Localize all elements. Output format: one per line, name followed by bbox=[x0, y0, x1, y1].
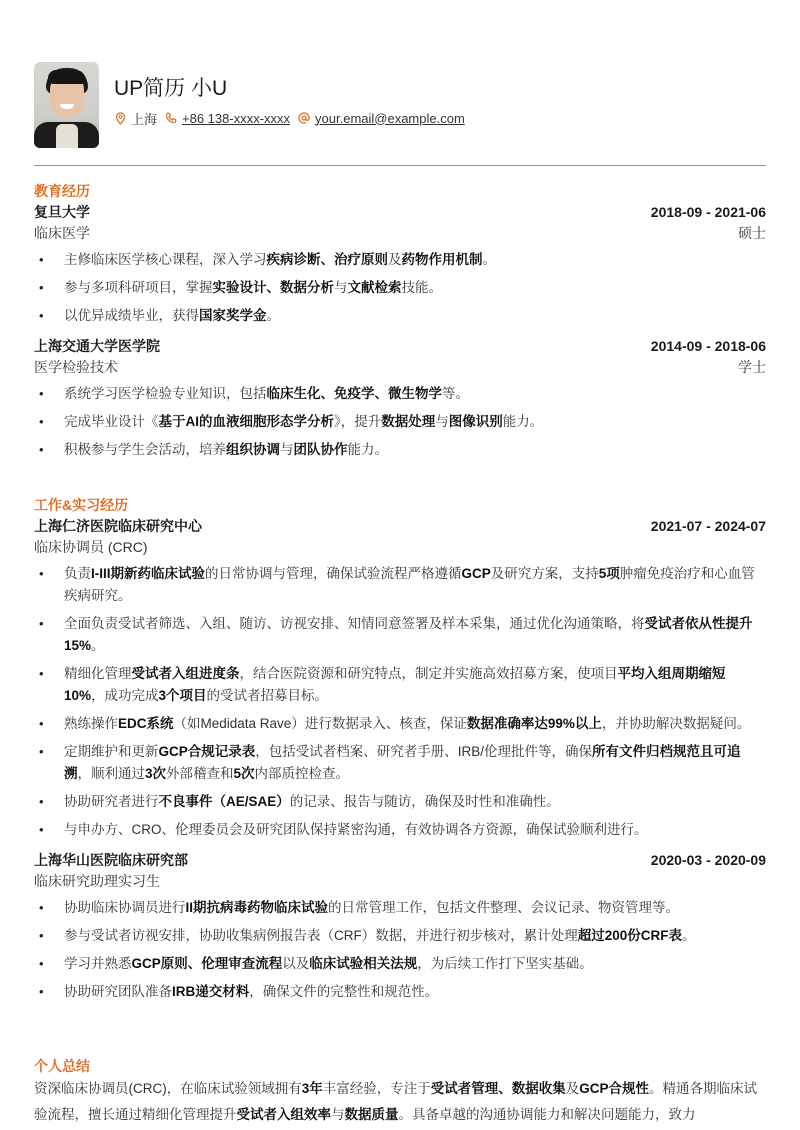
bullet-list bbox=[34, 563, 766, 841]
at-icon bbox=[298, 112, 310, 124]
location-text: 上海 bbox=[131, 111, 158, 127]
map-pin-icon bbox=[114, 112, 126, 125]
date-range: 2020-03 - 2020-09 bbox=[650, 852, 766, 868]
school-name: 复旦大学 bbox=[34, 204, 90, 220]
candidate-name: UP简历 小U bbox=[114, 76, 228, 100]
bullet-item: • 参与多项科研项目，掌握实验设计、数据分析与文献检索技能。 bbox=[34, 277, 766, 299]
bullet-item: • 精细化管理受试者入组进度条，结合医院资源和研究特点，制定并实施高效招募方案，使项目平均入组周期缩短10%，成功完成3个项目的受试者招募目标。 bbox=[34, 663, 766, 707]
bullet-list bbox=[34, 897, 766, 1003]
bullet-item: • 协助临床协调员进行II期抗病毒药物临床试验的日常管理工作，包括文件整理、会议记录、物资管理等。 bbox=[34, 897, 766, 919]
job-role: 临床研究助理实习生 bbox=[34, 873, 160, 889]
bullet-item: • 学习并熟悉GCP原则、伦理审查流程以及临床试验相关法规，为后续工作打下坚实基础。 bbox=[34, 953, 766, 975]
header-divider bbox=[34, 165, 766, 166]
date-range: 2021-07 - 2024-07 bbox=[650, 518, 766, 534]
date-range: 2014-09 - 2018-06 bbox=[650, 338, 766, 354]
job-role: 临床协调员 (CRC) bbox=[34, 539, 148, 555]
work-entry bbox=[34, 515, 766, 841]
bullet-item: • 参与受试者访视安排，协助收集病例报告表（CRF）数据，并进行初步核对，累计处理超过200份CRF表。 bbox=[34, 925, 766, 947]
summary-text: 资深临床协调员(CRC)，在临床试验领域拥有3年丰富经验，专注于受试者管理、数据收集及GCP合规性。精通各期临床试验流程，擅长通过精细化管理提升受试者入组效率与数据质量。具备卓越的沟通协调能力和解决问题能力，致力 bbox=[34, 1081, 758, 1122]
section-title-work: 工作&实习经历 bbox=[34, 497, 129, 513]
bullet-item: • 定期维护和更新GCP合规记录表，包括受试者档案、研究者手册、IRB/伦理批件等，确保所有文件归档规范且可追溯，顺利通过3次外部稽查和5次内部质控检查。 bbox=[34, 741, 766, 785]
contact-line bbox=[114, 109, 473, 128]
major: 医学检验技术 bbox=[34, 359, 118, 375]
organization-name: 上海仁济医院临床研究中心 bbox=[34, 518, 202, 534]
resume-header bbox=[34, 62, 473, 148]
bullet-item: • 主修临床医学核心课程，深入学习疾病诊断、治疗原则及药物作用机制。 bbox=[34, 249, 766, 271]
email-link[interactable]: your.email@example.com bbox=[315, 110, 465, 126]
location bbox=[114, 109, 157, 128]
header-info bbox=[114, 76, 473, 128]
education-section bbox=[34, 181, 766, 467]
major: 临床医学 bbox=[34, 225, 90, 241]
bullet-item: • 负责I-III期新药临床试验的日常协调与管理，确保试验流程严格遵循GCP及研究方案，支持5项肿瘤免疫治疗和心血管疾病研究。 bbox=[34, 563, 766, 607]
bullet-item: • 协助研究团队准备IRB递交材料，确保文件的完整性和规范性。 bbox=[34, 981, 766, 1003]
work-section bbox=[34, 495, 766, 1009]
date-range: 2018-09 - 2021-06 bbox=[650, 204, 766, 220]
bullet-list bbox=[34, 249, 766, 327]
avatar bbox=[34, 62, 99, 148]
bullet-item: • 全面负责受试者筛选、入组、随访、访视安排、知情同意签署及样本采集，通过优化沟通策略，将受试者依从性提升15%。 bbox=[34, 613, 766, 657]
bullet-item: • 系统学习医学检验专业知识，包括临床生化、免疫学、微生物学等。 bbox=[34, 383, 766, 405]
bullet-item: • 协助研究者进行不良事件（AE/SAE）的记录、报告与随访，确保及时性和准确性。 bbox=[34, 791, 766, 813]
phone bbox=[165, 111, 290, 126]
bullet-item: • 以优异成绩毕业，获得国家奖学金。 bbox=[34, 305, 766, 327]
phone-icon bbox=[165, 112, 177, 124]
summary-section bbox=[34, 1056, 766, 1128]
bullet-item: • 熟练操作EDC系统（如Medidata Rave）进行数据录入、核查，保证数据准确率达99%以上，并协助解决数据疑问。 bbox=[34, 713, 766, 735]
phone-link[interactable]: +86 138-xxxx-xxxx bbox=[182, 110, 291, 126]
degree: 学士 bbox=[738, 359, 766, 375]
degree: 硕士 bbox=[738, 225, 766, 241]
bullet-item: • 积极参与学生会活动，培养组织协调与团队协作能力。 bbox=[34, 439, 766, 461]
education-entry bbox=[34, 201, 766, 327]
work-entry bbox=[34, 849, 766, 1003]
bullet-item: • 完成毕业设计《基于AI的血液细胞形态学分析》，提升数据处理与图像识别能力。 bbox=[34, 411, 766, 433]
section-title-education: 教育经历 bbox=[34, 183, 90, 199]
bullet-list bbox=[34, 383, 766, 461]
organization-name: 上海华山医院临床研究部 bbox=[34, 852, 188, 868]
bullet-item: • 与申办方、CRO、伦理委员会及研究团队保持紧密沟通，有效协调各方资源，确保试验顺利进行。 bbox=[34, 819, 766, 841]
section-title-summary: 个人总结 bbox=[34, 1058, 90, 1074]
school-name: 上海交通大学医学院 bbox=[34, 338, 160, 354]
education-entry bbox=[34, 335, 766, 461]
email bbox=[298, 111, 465, 126]
